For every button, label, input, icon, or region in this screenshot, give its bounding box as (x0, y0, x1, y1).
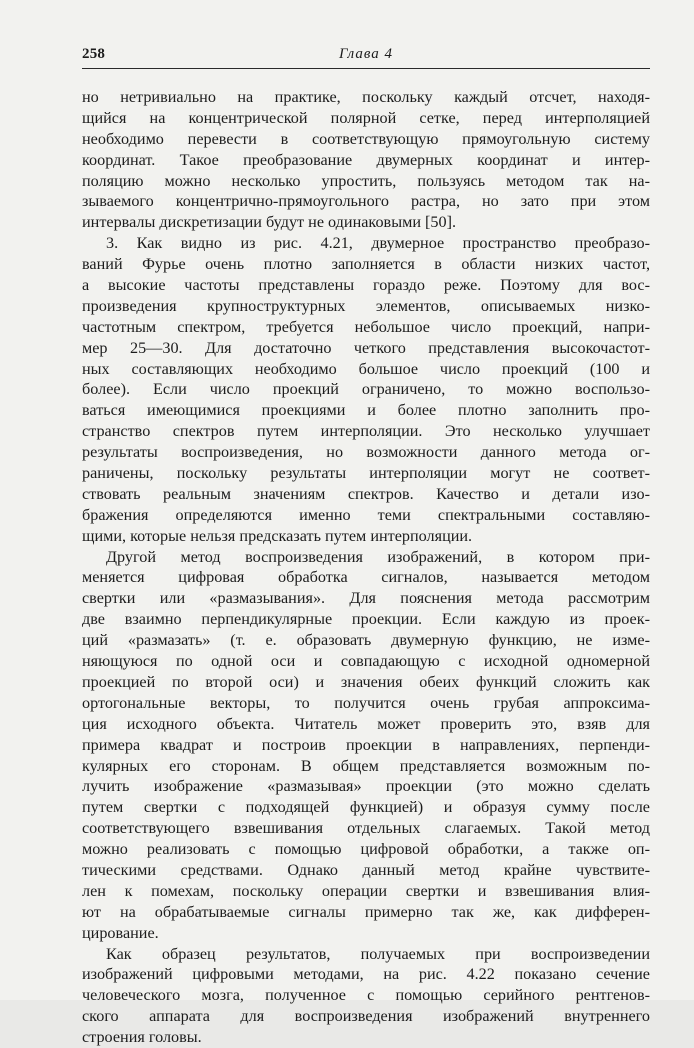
text-line: свертки или «размазывания». Для пояснения метода рассмотрим (82, 589, 650, 608)
text-line: человеческого мозга, полученное с помощью серийного рентгенов- (82, 986, 650, 1005)
text-line: более). Если число проекций ограничено, то можно воспользо- (82, 380, 650, 399)
text-line: произведения крупноструктурных элементов, описываемых низко- (82, 296, 650, 315)
text-line: кулярных его сторонам. В общем представляется возможным по- (82, 756, 650, 775)
paragraph (82, 944, 650, 1048)
text-line: лен к помехам, поскольку операции свертки и взвешивания влия- (82, 881, 650, 900)
text-line: примера квадрат и построив проекции в направлениях, перпенди- (82, 735, 650, 754)
text-line: координат. Такое преобразование двумерных координат и интер- (82, 150, 650, 169)
paragraph (82, 233, 650, 546)
text-line: результаты воспроизведения, но возможности данного метода ог- (82, 443, 650, 462)
text-line: ций «размазать» (т. е. образовать двумерную функцию, не изме- (82, 631, 650, 650)
text-line: путем свертки с подходящей функцией) и образуя сумму после (82, 798, 650, 817)
text-line: тическими средствами. Однако данный метод крайне чувствите- (82, 860, 650, 879)
text-line: можно реализовать с помощью цифровой обработки, а также оп- (82, 840, 650, 859)
text-line: 3. Как видно из рис. 4.21, двумерное пространство преобразо- (106, 234, 650, 253)
text-line: бражения определяются именно теми спектральными составляю- (82, 505, 650, 524)
text-line: поляцию можно несколько упростить, пользуясь методом так на- (82, 171, 650, 190)
text-line: ского аппарата для воспроизведения изображений внутреннего (82, 1007, 650, 1026)
text-line: строения головы. (82, 1028, 202, 1047)
text-line: ваться имеющимися проекциями и более плотно заполнить про- (82, 401, 650, 420)
page-number: 258 (82, 46, 106, 62)
text-line: ваний Фурье очень плотно заполняется в области низких частот, (82, 255, 650, 274)
text-line: проекцией по второй оси) и значения обеих функций сложить как (82, 672, 650, 691)
text-line: странство спектров путем интерполяции. Это несколько улучшает (82, 422, 650, 441)
text-line: Другой метод воспроизведения изображений, в котором при- (106, 547, 650, 566)
text-line: ствовать реальным значениям спектров. Качество и детали изо- (82, 484, 650, 503)
text-line: мер 25—30. Для достаточно четкого представления высокочастот- (82, 338, 650, 357)
text-line: две взаимно перпендикулярные проекции. Если каждую из проек- (82, 610, 650, 629)
text-line: интервалы дискретизации будут не одинаковыми [50]. (82, 213, 457, 232)
text-line: ортогональные векторы, то получится очень грубая аппроксима- (82, 693, 650, 712)
text-line: щийся на концентрической полярной сетке, перед интерполяцией (82, 108, 650, 127)
text-line: частотным спектром, требуется небольшое число проекций, напри- (82, 317, 650, 336)
text-line: необходимо перевести в соответствующую прямоугольную систему (82, 129, 650, 148)
text-line: соответствующего взвешивания отдельных слагаемых. Такой метод (82, 819, 650, 838)
text-line: изображений цифровыми методами, на рис. 4.22 показано сечение (82, 965, 650, 984)
text-line: няющуюся по одной оси и совпадающую с исходной одномерной (82, 652, 650, 671)
text-line: ных составляющих необходимо большое число проекций (100 и (82, 359, 650, 378)
paragraph (82, 87, 650, 233)
text-line: раничены, поскольку результаты интерполяции могут не соответ- (82, 464, 650, 483)
running-header (82, 46, 650, 69)
chapter-title: Глава 4 (338, 46, 394, 62)
paragraph (82, 547, 650, 944)
text-line: но нетривиально на практике, поскольку каждый отсчет, находя- (82, 88, 650, 106)
text-line: щими, которые нельзя предсказать путем интерполяции. (82, 526, 473, 545)
text-line: ция исходного объекта. Читатель может проверить это, взяв для (82, 714, 650, 733)
text-line: лучить изображение «размазывая» проекции (это можно сделать (82, 777, 650, 796)
text-line: зываемого концентрично-прямоугольного растра, но зато при этом (82, 192, 650, 211)
text-line: меняется цифровая обработка сигналов, называется методом (82, 568, 650, 587)
text-line: ют на обрабатываемые сигналы примерно так же, как дифферен- (82, 902, 650, 921)
text-line: цирование. (82, 923, 159, 942)
text-line: а высокие частоты представлены гораздо реже. Поэтому для вос- (82, 276, 650, 295)
body-text (82, 87, 650, 1048)
text-line: Как образец результатов, получаемых при воспроизведении (106, 944, 650, 963)
